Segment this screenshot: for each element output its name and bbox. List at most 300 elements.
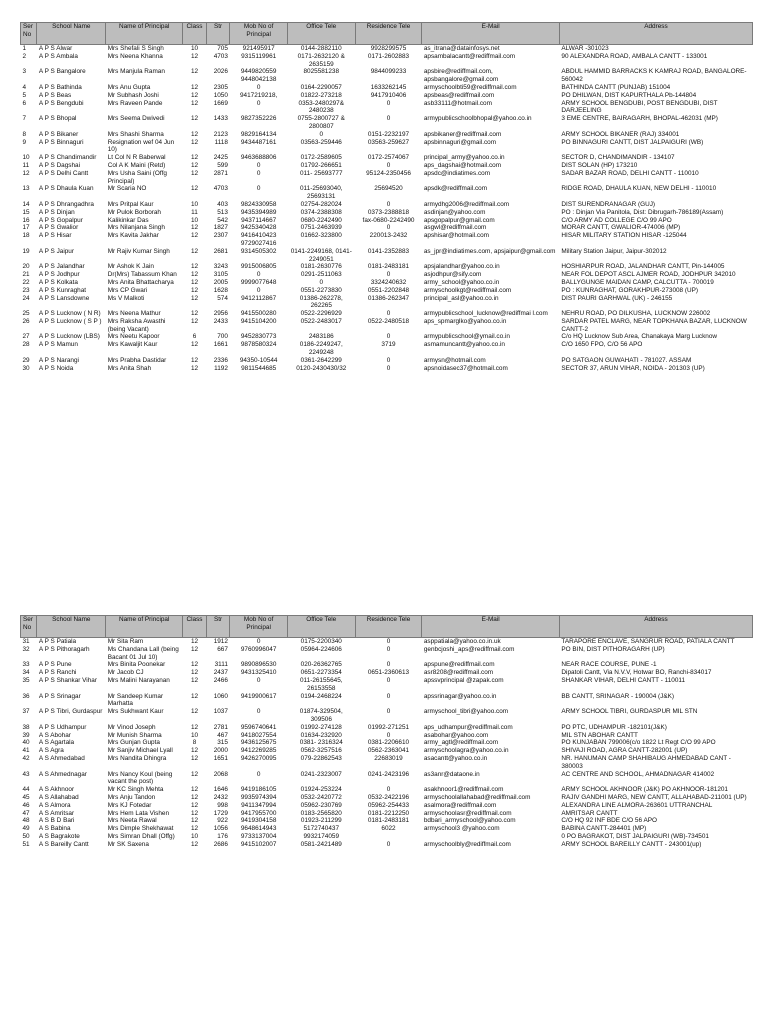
cell-class: 12 [190,793,199,801]
header-school-name: School Name [37,616,106,638]
cell-strength: 1661 [213,341,228,349]
cell-strength: 2686 [213,840,228,848]
table-row [21,732,753,740]
cell-school-name: A P S Bathinda [38,83,82,91]
cell-email: apssvprincipal @zapak.com [423,676,504,684]
cell-address: PO KUNJABAN 799006(c/o 1822 Lt Regt C/O 99 APO [561,739,716,747]
cell-email: apsambalacantt@rediffmail.com [423,52,516,60]
table-row [21,677,753,693]
cell-ser-no: 34 [22,669,30,677]
cell-mobile: 9419304158 [240,817,277,825]
cell-strength: 513 [217,208,228,216]
cell-address: ABDUL HAMMID BARRACKS K KAMRAJ ROAD, BANGALORE-560042 [561,68,747,84]
cell-office-tele: 0164-2290057 [300,83,342,91]
cell-office-tele: 011-26155645, 26153558 [300,676,343,692]
cell-ser-no: 50 [22,832,30,840]
cell-strength: 1646 [213,786,228,794]
cell-address: Military Station Jaipur, Jaipur-302012 [561,247,667,255]
cell-school-name: A P S Bangalore [38,68,86,76]
cell-address: BALLYGUNGE MAIDAN CAMP, CALCUTTA - 700019 [561,278,714,286]
cell-office-tele: 0141-2249168, 0141-2249051 [290,247,352,263]
cell-class: 12 [190,224,199,232]
cell-ser-no: 28 [22,341,30,349]
cell-school-name: A P S Pithoragarh [38,645,90,653]
cell-residence-tele: 0381-2206610 [367,739,410,747]
cell-school-name: A S Ahmedabad [38,754,85,762]
cell-principal: Mrs Anita Bhattacharya [107,278,174,286]
cell-class: 12 [190,138,199,146]
cell-class: 12 [190,185,199,193]
cell-class: 12 [190,754,199,762]
cell-email: apsbire@rediffmail.com, apsbangalore@gmail.com [423,68,499,84]
cell-residence-tele: 0562-2363041 [367,747,410,755]
cell-address: PO PTC, UDHAMPUR -182101(J&K) [561,723,667,731]
cell-class: 12 [190,263,199,271]
cell-office-tele: 0186-2249247, 2249248 [299,341,343,357]
cell-email: apsgopalpur@gmail.com [423,216,495,224]
cell-class: 12 [190,770,199,778]
cell-class: 10 [190,200,199,208]
cell-mobile: 9436125675 [240,739,277,747]
cell-mobile: 9419900617 [240,692,277,700]
cell-residence-tele: 6022 [381,825,396,833]
cell-address: NEAR FOL DEPOT ASCL AJMER ROAD, JODHPUR 342010 [561,271,736,279]
table-row [21,100,753,116]
cell-address: BABINA CANTT-284401 (MP) [561,825,647,833]
cell-office-tele: 01924-253224 [300,786,342,794]
cell-mobile: 9733137004 [240,832,277,840]
cell-mobile: 9425340428 [240,224,277,232]
cell-address: ALEXANDRA LINE ALMORA-263601 UTTRANCHAL [561,801,713,809]
cell-address: C/O ARMY AD COLLEGE C/O 99 APO [561,216,672,224]
cell-ser-no: 14 [22,200,30,208]
cell-school-name: A S Agra [38,747,64,755]
cell-office-tele: 0172-2589605 [300,154,342,162]
cell-school-name: A P S Lucknow ( S P ) [38,317,102,325]
cell-mobile: 0 [256,185,261,193]
cell-residence-tele: 3719 [381,341,396,349]
cell-residence-tele [355,833,422,841]
cell-address: ARMY SCHOOL BIKANER (RAJ) 334001 [561,130,680,138]
cell-office-tele: 01634-232920 [300,731,342,739]
cell-email: asjodhpur@sify.com [423,271,482,279]
table-row [21,333,753,341]
table-row [21,201,753,209]
cell-ser-no: 13 [22,185,30,193]
cell-ser-no: 36 [22,692,30,700]
header-strength: Str [206,616,230,638]
table-row [21,295,753,311]
cell-mobile: 9648614943 [240,825,277,833]
cell-strength: 1912 [213,638,228,645]
table-row [21,45,753,53]
cell-address: PO DHILWAN, DIST KAPURTHALA Pb-144804 [561,91,697,99]
cell-email [422,833,560,841]
cell-ser-no: 7 [22,115,27,123]
table-row [21,755,753,771]
cell-strength: 1651 [213,754,228,762]
cell-principal: Mrs Sukhwant Kaur [107,708,164,716]
cell-office-tele: 01923-211299 [300,817,342,825]
cell-residence-tele: 3324240632 [370,278,407,286]
cell-principal: Mrs KJ Fotedar [107,801,152,809]
cell-class: 12 [190,91,199,99]
cell-school-name: A P S Lansdowne [38,294,90,302]
cell-office-tele: 0651-2273354 [300,669,342,677]
cell-principal: Mrs Anita Shah [107,364,152,372]
cell-email: aps_spmarglko@yahoo.co.in [423,317,507,325]
cell-ser-no: 15 [22,208,30,216]
header-address: Address [559,23,752,45]
table-row [21,263,753,271]
cell-residence-tele: fax-0680-2242490 [362,216,415,224]
cell-office-tele: 5172740437 [303,825,340,833]
cell-ser-no: 33 [22,661,30,669]
cell-address: SECTOR 37, ARUN VIHAR, NOIDA - 201303 (UP) [561,364,705,372]
cell-residence-tele: 0551-2202848 [367,286,410,294]
cell-office-tele: 0353-2480297& 2480238 [298,99,345,115]
cell-email: apssrinagar@yahoo.co.in [423,692,497,700]
cell-address: PO BINNAGURI CANTT, DIST JALPAIGURI (WB) [561,138,704,146]
cell-strength: 700 [217,333,228,341]
cell-email: armyschool3 @yahoo.com [423,825,500,833]
cell-principal: Mrs Pritpal Kaur [107,200,154,208]
cell-principal: Mrs Neeta Rawal [107,817,157,825]
cell-ser-no: 16 [22,216,30,224]
cell-mobile: 0 [256,708,261,716]
cell-mobile: 94350-10544 [239,356,278,364]
table-row [21,131,753,139]
cell-email: armypublicschool_lucknow@rediffmai l.com [423,310,548,318]
cell-office-tele: 0361-2642299 [300,356,342,364]
cell-principal: Mr Rajiv Kumar Singh [107,247,170,255]
cell-school-name: A P S Chandimandir [38,154,97,162]
cell-mobile: 9419186105 [240,786,277,794]
cell-principal: Mrs Kavita Jakhar [107,232,159,240]
cell-email: asmamuncantt@yahoo.co.in [423,341,505,349]
cell-office-tele: 01822-273218 [300,91,342,99]
cell-principal: Mrs Hem Lata Vishen [107,809,170,817]
cell-school-name: A S Allahabad [38,793,79,801]
cell-address: TARAPORE ENCLAVE, SANGRUR ROAD, PATIALA CANTT [561,638,735,645]
cell-mobile: 9417955700 [240,809,277,817]
cell-ser-no: 4 [22,83,27,91]
cell-class: 12 [190,286,199,294]
header-email: E-Mail [422,23,560,45]
cell-class: 12 [190,154,199,162]
cell-ser-no: 30 [22,364,30,372]
cell-ser-no: 1 [22,45,27,52]
cell-class: 12 [190,364,199,372]
cell-office-tele: 0183-2565820 [300,809,342,817]
cell-strength: 2000 [213,747,228,755]
cell-address: NEHRU ROAD, PO DILKUSHA, LUCKNOW 226002 [561,310,711,318]
cell-strength: 574 [217,294,228,302]
cell-residence-tele: 0171-2602883 [367,52,410,60]
cell-office-tele: 01662-323800 [300,232,342,240]
cell-strength: 1118 [214,138,228,146]
cell-address: PO BIN, DIST PITHORAGARH (UP) [561,645,665,653]
cell-strength: 2307 [213,232,228,240]
cell-residence-tele: 0151-2232197 [367,130,410,138]
table-row [21,185,753,201]
cell-email: as_jpr@indiatimes.com, apsjaipur@gmail.com [423,247,556,255]
cell-class: 10 [190,731,199,739]
cell-email: armyschoolallahabad@rediffmail.com [423,793,531,801]
cell-email: armyschoolbti59@rediffmail.com [423,83,517,91]
cell-strength: 2681 [213,247,228,255]
cell-address: 90 ALEXANDRA ROAD, AMBALA CANTT - 133001 [561,52,708,60]
cell-school-name: A P S Jodhpur [38,271,80,279]
cell-principal: Mrs Neena Khanna [107,52,163,60]
cell-principal: Dr(Mrs) Tabassum Khan [107,271,177,279]
cell-class: 11 [191,208,198,216]
cell-mobile: 9415102007 [240,840,277,848]
cell-ser-no: 12 [22,169,30,177]
cell-email: apsdk@rediffmail.com [423,185,488,193]
cell-principal: Mrs Nandita Dhingra [107,754,167,762]
cell-address: C/O 1650 FPO, C/O 56 APO [561,341,643,349]
cell-principal: Mr Sita Ram [107,638,144,645]
cell-address: DIST SOLAN (HP) 173210 [561,161,638,169]
cell-mobile: 9890896530 [240,661,277,669]
cell-strength: 705 [217,45,228,52]
table-row [21,708,753,724]
cell-ser-no: 21 [22,271,30,279]
cell-principal: Mrs Usha Saini (Offg Principal) [107,169,167,185]
cell-principal: Mrs Simran Dhall (Offg) [107,832,175,840]
cell-office-tele: 0194-2468224 [300,692,342,700]
cell-school-name: A S Amritsar [38,809,75,817]
cell-mobile: 9314505302 [240,247,277,255]
cell-school-name: A P S Bengdubi [38,99,84,107]
cell-mobile: 0 [256,161,261,169]
cell-residence-tele: 0181-2212250 [367,809,410,817]
cell-ser-no: 42 [22,754,30,762]
table-row [21,115,753,131]
cell-ser-no: 23 [22,286,30,294]
cell-address: SADAR BAZAR ROAD, DELHI CANTT - 110010 [561,169,699,177]
cell-principal: Mrs Neena Mathur [107,310,161,318]
cell-strength: 2336 [213,356,228,364]
table-row [21,786,753,794]
cell-email: army_agtl@rediffmail.com [423,739,499,747]
cell-class: 12 [190,83,199,91]
cell-residence-tele: 0 [386,271,391,279]
cell-office-tele: 0562-3257516 [300,747,342,755]
cell-email: armyschoolbly@rediffmail.com [423,840,511,848]
cell-school-name: A P S Jaipur [38,247,74,255]
table-row [21,747,753,755]
cell-strength: 998 [217,801,228,809]
cell-ser-no: 2 [22,52,27,60]
table-row [21,68,753,84]
cell-class: 12 [190,356,199,364]
table-row [21,279,753,287]
table-row [21,287,753,295]
cell-residence-tele: 0 [386,638,391,645]
cell-mobile: 9435394989 [240,208,277,216]
cell-address: AMRITSAR CANTT [561,809,618,817]
cell-principal: Mr KC Singh Mehta [107,786,164,794]
cell-address: MORAR CANTT, GWALIOR-474006 (MP) [561,224,681,232]
cell-school-name: A P S Gopalpur [38,216,83,224]
cell-email: armysn@hotmail.com [423,356,486,364]
cell-principal: Mr Sandeep Kumar Marhatta [107,692,164,708]
header-residence-tele: Residence Tele [355,23,422,45]
cell-email: asalmora@rediffmail.com [423,801,497,809]
cell-strength: 2068 [213,770,228,778]
cell-address: DIST PAURI GARHWAL (UK) - 246155 [561,294,673,302]
cell-residence-tele: 0 [386,224,391,232]
cell-strength: 2305 [213,83,228,91]
cell-office-tele: 0751-2463939 [300,224,342,232]
school-directory-table-1 [20,22,753,372]
cell-office-tele: 05964-224606 [300,645,342,653]
cell-school-name: A S Bagrakote [38,832,80,840]
cell-mobile: 9411347994 [241,801,277,809]
cell-school-name: A P S Pune [38,661,72,669]
cell-principal: Mr Jacob CJ [107,669,144,677]
cell-ser-no: 22 [22,278,30,286]
cell-email: asb33111@hotmail.com [423,99,492,107]
cell-office-tele: 011-25693040, 25693131 [300,185,343,201]
cell-class: 12 [190,645,199,653]
cell-office-tele: 0381- 2316324 [299,739,343,747]
cell-address: SHANKAR VIHAR, DELHI CANTT - 110011 [561,676,686,684]
cell-office-tele: 0755-2800727 & 2800807 [297,115,345,130]
cell-class: 12 [190,817,199,825]
cell-residence-tele: 01386-262347 [367,294,410,302]
cell-school-name: A P S Ambala [38,52,78,60]
cell-principal: Mrs Neetu Kapoor [107,333,160,341]
cell-email: armypublicschoolbhopal@yahoo.co.in [423,115,532,123]
cell-class: 12 [190,747,199,755]
cell-school-name: A P S Kolkata [38,278,78,286]
cell-office-tele: 0532-2420772 [300,793,342,801]
cell-principal: Mrs Seema Dwivedi [107,115,165,123]
cell-address: MIL STN ABOHAR CANTT [561,731,638,739]
cell-residence-tele: 0 [386,840,391,848]
cell-ser-no: 40 [22,739,30,747]
cell-school-name: A P S Kunraghat [38,286,87,294]
cell-ser-no: 39 [22,731,30,739]
cell-class: 12 [190,669,199,677]
cell-school-name: A P S Mamun [38,341,78,349]
cell-class: 12 [190,840,199,848]
cell-strength: 2425 [213,154,228,162]
cell-school-name: A P S Tibri, Gurdaspur [38,708,103,716]
cell-mobile: 9999077648 [240,278,277,286]
table-row [21,248,753,264]
header-office-tele: Office Tele [287,23,355,45]
cell-strength: 599 [217,161,228,169]
cell-mobile: 9935974394 [240,793,277,801]
cell-office-tele: 0171-2632120 & 2635159 [297,52,345,68]
cell-address: 0 PO BAGRAKOT, DIST JALPAIGURI (WB)-734501 [561,832,709,840]
header-principal: Name of Principal [106,616,183,638]
cell-school-name: A P S Narangi [38,356,79,364]
cell-school-name: A P S Shankar Vihar [38,676,97,684]
cell-strength: 3105 [213,271,228,279]
cell-office-tele: 01386-262278, 262265 [299,294,343,310]
cell-mobile: 9437114667 [241,216,277,224]
cell-mobile: 9434487161 [240,138,277,146]
cell-mobile: 9426270095 [240,754,277,762]
header-mobile: Mob No of Principal [230,23,287,45]
cell-office-tele: 03563-259446 [300,138,342,146]
cell-mobile: 9463688806 [240,154,277,162]
cell-ser-no: 11 [22,161,30,169]
cell-principal: Mrs Dimple Shekhawat [107,825,174,833]
cell-class: 12 [190,68,199,76]
header-mobile: Mob No of Principal [230,616,287,638]
cell-class: 10 [190,45,199,52]
table-row [21,365,753,373]
cell-school-name: A S Ahmednagar [38,770,87,778]
cell-mobile: 9418027554 [240,731,277,739]
table-row [21,318,753,334]
cell-office-tele: 0680-2242490 [300,216,342,224]
cell-office-tele: 01874-329504, 309506 [299,708,343,723]
cell-principal: Col A K Maini (Retd) [107,161,166,169]
cell-email: apspune@rediffmail.com [423,661,495,669]
header-class: Class [183,616,207,638]
cell-school-name: A P S Dhaula Kuan [38,185,94,193]
cell-strength: 2956 [213,310,228,318]
cell-mobile: 9829164134 [240,130,277,138]
cell-ser-no: 47 [22,809,30,817]
header-ser-no: Ser No [21,23,37,45]
cell-school-name: A P S Binnaguri [38,138,84,146]
cell-ser-no: 29 [22,356,30,364]
cell-office-tele: 0522-2296929 [300,310,342,318]
cell-office-tele: 079-22862543 [300,754,342,762]
cell-address: BATHINDA CANTT (PUNJAB) 151004 [561,83,671,91]
cell-strength: 3243 [213,263,228,271]
cell-residence-tele: 0172-2574067 [367,154,410,162]
header-ser-no: Ser No [21,616,37,638]
cell-address: DIST SURENDRANAGAR (GUJ) [561,200,656,208]
cell-strength: 2871 [213,169,228,177]
cell-school-name: A S Akhnoor [38,786,75,794]
cell-ser-no: 31 [22,638,30,645]
cell-strength: 922 [217,817,228,825]
cell-school-name: A P S Alwar [38,45,73,52]
cell-class: 12 [190,723,199,731]
cell-mobile: 0 [256,83,261,91]
table-row [21,802,753,810]
table-row [21,669,753,677]
cell-class: 12 [190,115,199,123]
cell-ser-no: 43 [22,770,30,778]
cell-office-tele: 0522-2483017 [300,317,342,325]
cell-principal: Mr Scaria NO [107,185,147,193]
cell-office-tele: 8025581238 [303,68,340,76]
cell-principal: Resignation wef 04 Jun 10) [107,138,175,154]
cell-email: asabohar@yahoo.com [423,731,489,739]
cell-residence-tele: 22683019 [374,754,403,762]
cell-residence-tele: 0 [386,310,391,318]
cell-ser-no: 6 [22,99,27,107]
cell-email: as_itrana@datainfosys.net [423,45,500,52]
table-row [21,217,753,225]
cell-residence-tele: 0 [386,708,391,716]
cell-email: asdinjan@yahoo.com [423,208,486,216]
cell-address: PO SATGAON GUWAHATI - 781027. ASSAM [561,356,692,364]
cell-class: 12 [190,809,199,817]
table-row [21,170,753,186]
